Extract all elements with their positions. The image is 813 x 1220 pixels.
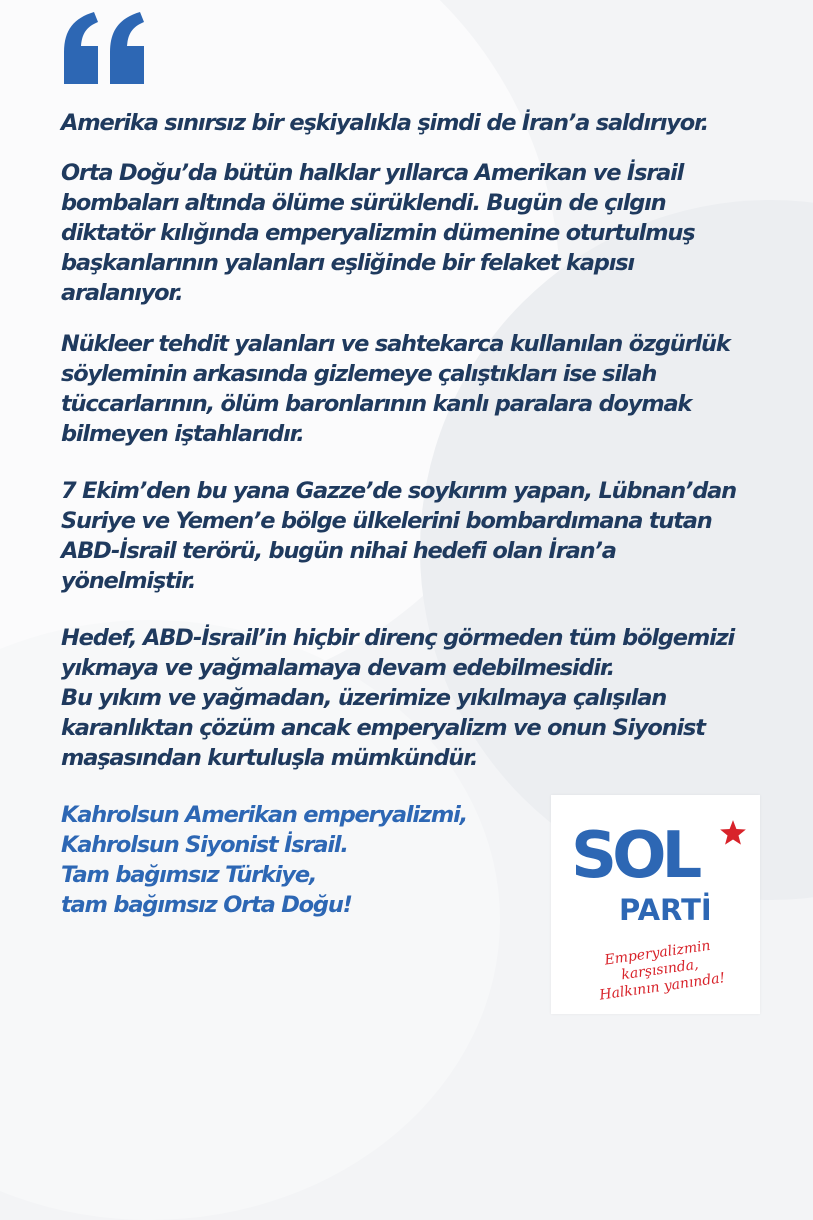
paragraph-1: Amerika sınırsız bir eşkiyalıkla şimdi de İran’a saldırıyor. bbox=[61, 110, 709, 136]
paragraph-4: 7 Ekim’den bu yana Gazze’de soykırım yapan, Lübnan’dan Suriye ve Yemen’e bölge ülkelerini bombardımana tutan ABD-İsrail terörü, bugün nihai hedefi olan İran’a yönelmiştir. bbox=[61, 478, 736, 594]
paragraph-5: Hedef, ABD-İsrail’in hiçbir direnç görmeden tüm bölgemizi yıkmaya ve yağmalamaya devam edebilmesidir. Bu yıkım ve yağmadan, üzerimize yıkılmaya çalışılan karanlıktan çözüm ancak emperyalizm ve onun Siyonist maşasından kurtuluşla mümkündür. bbox=[61, 625, 734, 771]
star-icon bbox=[719, 819, 747, 847]
closing-slogans: Kahrolsun Amerikan emperyalizmi, Kahrolsun Siyonist İsrail. Tam bağımsız Türkiye, tam bağımsız Orta Doğu! bbox=[61, 802, 467, 918]
logo-sol-text: SOL bbox=[571, 819, 698, 893]
paragraph-2: Orta Doğu’da bütün halklar yıllarca Amerikan ve İsrail bombaları altında ölüme sürüklendi. Bugün de çılgın diktatör kılığında emperyalizmin dümenine oturtulmuş başkanlarının yalanları eşliğinde bir felaket kapısı aralanıyor. bbox=[61, 160, 695, 306]
logo-parti-text: PARTİ bbox=[619, 893, 712, 927]
party-logo bbox=[551, 795, 760, 1014]
paragraph-3: Nükleer tehdit yalanları ve sahtekarca kullanılan özgürlük söyleminin arkasında gizlemeye çalıştıkları ise silah tüccarlarının, ölüm baronlarının kanlı paralara doymak bilmeyen iştahlarıdır. bbox=[61, 331, 730, 447]
quote-mark-icon bbox=[60, 12, 150, 92]
logo-slogan: Emperyalizmin karşısında, Halkının yanında! bbox=[598, 937, 727, 1004]
